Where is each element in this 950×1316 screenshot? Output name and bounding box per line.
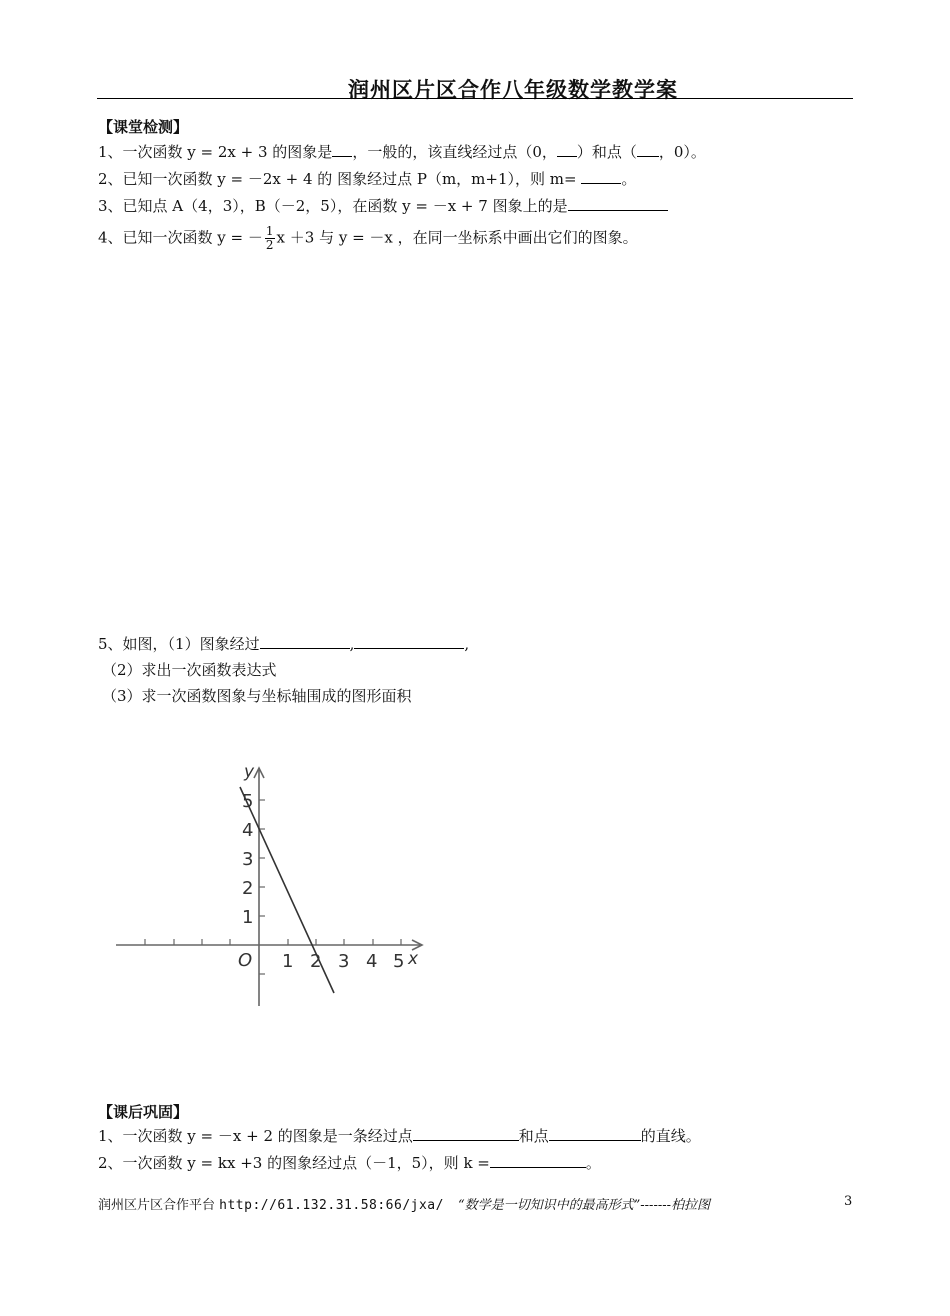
question-5-line-3: （3）求一次函数图象与坐标轴围成的图形面积 bbox=[102, 687, 412, 705]
homework-question-1-text-c: 的直线。 bbox=[640, 1127, 701, 1145]
answer-blank[interactable] bbox=[354, 634, 464, 649]
y-tick-label: 5 bbox=[242, 791, 254, 812]
answer-blank[interactable] bbox=[413, 1126, 519, 1141]
coordinate-graph bbox=[110, 758, 430, 1013]
x-tick-label: 1 bbox=[282, 951, 294, 972]
question-5-comma: , bbox=[464, 635, 470, 653]
answer-blank[interactable] bbox=[637, 142, 659, 157]
homework-question-2-text-b: 。 bbox=[585, 1154, 601, 1172]
question-4-text-a: 4、已知一次函数 y = － bbox=[98, 228, 263, 247]
question-5-line-2: （2）求出一次函数表达式 bbox=[102, 661, 277, 679]
x-axis-ticks bbox=[145, 939, 401, 945]
fraction-denominator: 2 bbox=[265, 238, 274, 252]
question-5-comma: , bbox=[349, 635, 355, 653]
answer-blank[interactable] bbox=[260, 634, 350, 649]
homework-question-1-text-a: 1、一次函数 y = －x + 2 的图象是一条经过点 bbox=[98, 1127, 413, 1145]
homework-question-2 bbox=[98, 1153, 601, 1173]
x-tick-label: 2 bbox=[310, 951, 322, 972]
answer-blank[interactable] bbox=[581, 169, 621, 184]
y-tick-label: 2 bbox=[242, 878, 254, 899]
answer-blank[interactable] bbox=[332, 142, 352, 157]
answer-blank[interactable] bbox=[490, 1153, 586, 1168]
y-tick-label: 1 bbox=[242, 907, 254, 928]
answer-blank[interactable] bbox=[557, 142, 577, 157]
footer-org: 润州区片区合作平台 bbox=[98, 1198, 220, 1213]
fraction-numerator: 1 bbox=[265, 224, 274, 238]
page-number: 3 bbox=[844, 1194, 853, 1209]
footer-quote: “数学是一切知识中的最高形式”-------柏拉图 bbox=[457, 1198, 711, 1213]
question-4-text-b: x ＋3 与 y = －x ，在同一坐标系中画出它们的图象。 bbox=[276, 228, 638, 247]
x-tick-label: 5 bbox=[393, 951, 405, 972]
answer-blank[interactable] bbox=[568, 196, 668, 211]
question-1-text-a: 1、一次函数 y = 2x + 3 的图象是 bbox=[98, 143, 333, 161]
question-2-text-a: 2、已知一次函数 y = －2x + 4 的 图象经过点 P（m，m+1），则 m= bbox=[98, 170, 582, 188]
question-1-text-b: ，一般的，该直线经过点（0， bbox=[352, 143, 557, 161]
x-axis-label: x bbox=[408, 949, 419, 969]
section-heading-in-class-test: 【课堂检测】 bbox=[98, 118, 189, 136]
y-tick-label: 4 bbox=[242, 820, 254, 841]
homework-question-2-text-a: 2、一次函数 y = kx +3 的图象经过点（－1，5），则 k = bbox=[98, 1154, 490, 1172]
x-tick-label: 3 bbox=[338, 951, 350, 972]
x-tick-label: 4 bbox=[366, 951, 378, 972]
footer bbox=[98, 1194, 710, 1213]
footer-url[interactable]: http://61.132.31.58:66/jxa/ bbox=[219, 1198, 444, 1213]
question-3 bbox=[98, 196, 668, 216]
y-axis-label: y bbox=[244, 762, 255, 782]
homework-question-1 bbox=[98, 1126, 701, 1146]
page-title: 润州区片区合作八年级数学教学案 bbox=[348, 77, 678, 102]
question-2-text-b: 。 bbox=[621, 170, 637, 188]
y-axis-ticks bbox=[259, 800, 265, 974]
homework-question-1-text-b: 和点 bbox=[518, 1127, 549, 1145]
fraction-one-half bbox=[265, 225, 275, 252]
header-divider bbox=[97, 98, 853, 99]
y-tick-label: 3 bbox=[242, 849, 254, 870]
section-heading-after-class: 【课后巩固】 bbox=[98, 1103, 189, 1121]
answer-blank[interactable] bbox=[549, 1126, 641, 1141]
question-1-text-c: ）和点（ bbox=[576, 143, 637, 161]
question-1 bbox=[98, 142, 706, 162]
origin-label: O bbox=[238, 950, 253, 971]
question-5-line-1 bbox=[98, 634, 469, 654]
question-1-text-d: ，0）。 bbox=[658, 143, 706, 161]
question-5-text-a: 5、如图，（1）图象经过 bbox=[98, 635, 260, 653]
question-3-text: 3、已知点 A（4，3），B（－2，5），在函数 y = －x + 7 图象上的是 bbox=[98, 197, 568, 215]
question-4 bbox=[98, 225, 638, 252]
question-2 bbox=[98, 169, 636, 189]
